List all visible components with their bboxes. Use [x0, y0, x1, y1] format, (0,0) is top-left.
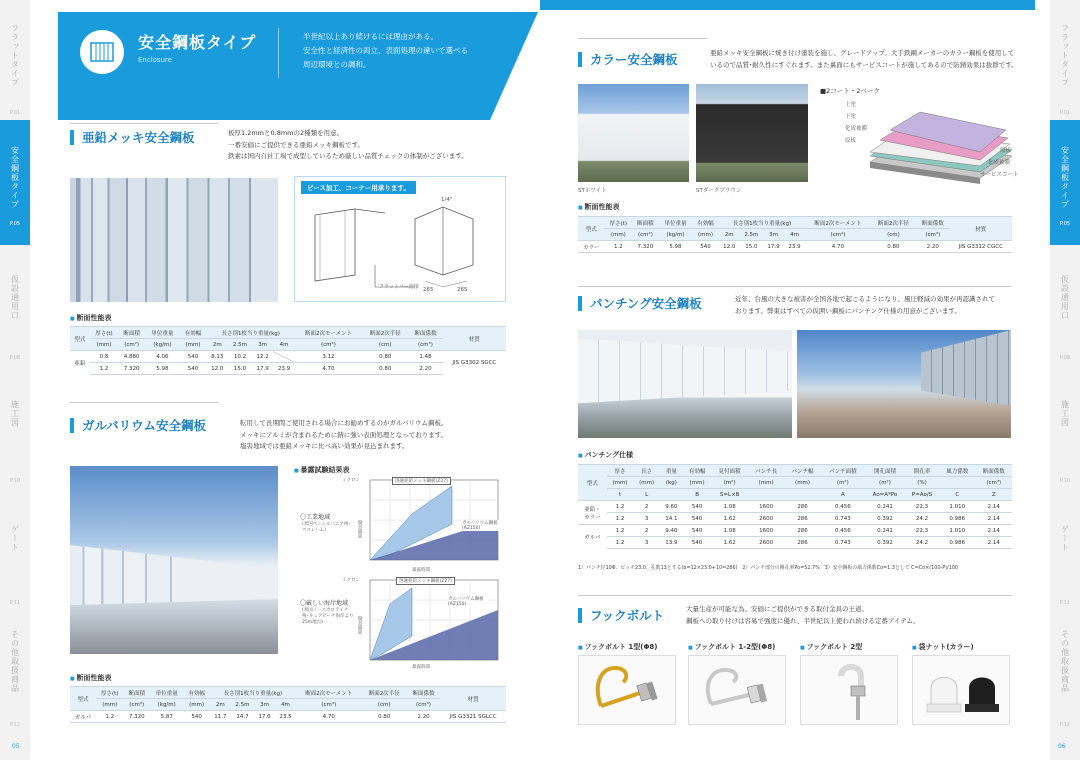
layer-topcoat: 上塗 — [845, 102, 857, 108]
punching-table-title: ■ パンチング仕様 — [578, 450, 633, 460]
color-photo-brown — [696, 84, 808, 182]
color-text: 亜鉛メッキ安全鋼板に焼き付け塗装を施し、グレードアップ。大手鉄鋼メーカーのカラー鋼板を使用して いるので品質･耐久性にすぐれます。また裏面にもサービスコートが施してあるので防錆効果は抜群です。 — [710, 49, 1018, 69]
galva-photo — [70, 466, 278, 654]
hook-product-4-label: ■ 袋ナット(カラー) — [912, 642, 974, 652]
punching-photo-1 — [578, 330, 792, 438]
divider — [578, 595, 1012, 596]
chart2-ylabel: 腐食減量 — [357, 616, 362, 634]
side-page-no: P.01 — [1059, 110, 1071, 116]
side-tab-drawing[interactable]: 施工図 — [1060, 400, 1070, 427]
side-page-no: P.12 — [1059, 722, 1071, 728]
side-page-no: P.05 — [9, 221, 21, 227]
color-photo2-caption: STダークブラウン — [696, 188, 742, 194]
zinc-diagram-box — [294, 176, 506, 302]
galva-title: ガルバリウム安全鋼板 — [70, 418, 206, 433]
hook-title: フックボルト — [578, 608, 664, 623]
chart1-legend: 〇工業地域 — [300, 514, 331, 521]
side-page-no: P.08 — [1059, 355, 1071, 361]
punching-text: 近年、台風の大きな被害が全国各地で起こるようになり、風圧軽減の効果が再認識されて おります。弊東はすべての仮囲い鋼板にパンチング仕様の用意がございます。 — [735, 295, 995, 315]
punching-title: パンチング安全鋼板 — [578, 296, 702, 311]
exposure-chart-coastal — [352, 574, 506, 670]
layer-service-coat: サービスコート — [980, 172, 1019, 178]
table-row: 亜鉛・ カラー 1.2 2 9.60 540 1.08 1600 286 0.456 0.241 22.3 1.010 2.14 — [578, 501, 1012, 513]
divider — [578, 38, 708, 39]
side-tab-other[interactable]: その他取扱商品 — [10, 630, 20, 693]
galva-chart-title: ■ 暴露試験結果表 — [294, 465, 349, 475]
chart1-label-a: 溶融亜鉛メッキ鋼板(Z27) — [392, 477, 451, 485]
galva-table-title: ■ 断面性能表 — [70, 673, 111, 683]
punching-photo-2 — [797, 330, 1011, 438]
side-tab-safety[interactable]: 安全鋼板タイプ P.05 — [1050, 120, 1080, 245]
diagram-caption: フラットバー溶接 — [379, 284, 419, 290]
page-number-right: 06 — [1058, 743, 1066, 750]
chart2-note: (米国ノースカロライナ州･キュアビーチ海岸より25m地点) — [302, 608, 354, 625]
color-photo-white — [578, 84, 689, 182]
layer-undercoat: 下塗 — [845, 114, 857, 120]
table-row: 1.2 3 14.1 540 1.62 2600 286 0.743 0.392 24.2 0.986 2.14 — [578, 513, 1012, 525]
punching-note: 1）パンチ径10Φ、ピッチ23.0、孔数13とする(b=12×23.0+10=286) 2）パンチ部分の開孔率Po=52.7% 3）安全鋼板の風力係数Co=1.3として C=Co×(100-P)/100 — [578, 565, 959, 571]
color-spec-table: 型式 厚さ(t) 断面積 単位重量 有効幅 長さ別1枚当り重量(kg) 断面2次モーメント 断面2次半径 断面係数 材質 (mm) (cm²) (kg/m) (mm) 2m 2.5m 3m 4m (cm⁴) (cm) (cm³) カラー 1.2 7.320 5.98 540 12.0 15.0 17.9 23.9 4.70 0.80 2.20 JIS G3312 CGCC — [578, 216, 1012, 253]
side-tab-drawing[interactable]: 施工図 — [10, 400, 20, 427]
side-tab-safety[interactable]: 安全鋼板タイプ P.05 — [0, 120, 30, 245]
hook-bolt-1-2-image — [688, 655, 786, 725]
chart2-label-b: ガルバリウム鋼板 (AZ150) — [448, 596, 488, 607]
panel-icon — [80, 30, 124, 74]
side-page-no: P.10 — [1059, 478, 1071, 484]
color-title: カラー安全鋼板 — [578, 52, 678, 67]
chart1-label-b: ガルバリウム鋼板 (AZ150) — [462, 520, 502, 531]
table-row: カラー 1.2 7.320 5.98 540 12.0 15.0 17.9 23.9 4.70 0.80 2.20 JIS G3312 CGCC — [578, 241, 1012, 253]
table-row: 亜鉛 0.8 4.880 4.06 540 8.13 10.2 12.2 3.12 0.80 1.48 JIS G3302 SGCC — [70, 351, 506, 363]
color-table-title: ■ 断面性能表 — [578, 202, 619, 212]
diagram-dim-a: 265 — [423, 287, 434, 293]
side-tab-door[interactable]: 仮設通用口 — [1060, 275, 1070, 320]
table-row: 1.2 7.320 5.98 540 12.0 15.0 17.9 23.9 4.70 0.80 2.20 — [70, 363, 506, 375]
side-page-no: P.01 — [9, 110, 21, 116]
side-tab-door[interactable]: 仮設通用口 — [10, 275, 20, 320]
side-nav-right — [1050, 0, 1080, 760]
divider — [578, 286, 1012, 287]
side-tab-gate[interactable]: ゲート — [10, 525, 20, 552]
galva-text: 転用して長期間ご使用される場合にお勧めするのがガルバリウム鋼板。 メッキにアルミが含まれるために錆に強い表面処理となっております。 塩害地域では亜鉛メッキに比べ高い効果が見込まれます。 — [240, 419, 448, 450]
hook-product-3-label: ■ フックボルト 2型 — [800, 642, 862, 652]
hook-bolt-1-image — [578, 655, 676, 725]
side-tab-other[interactable]: その他取扱商品 — [1060, 630, 1070, 693]
side-page-no: P.08 — [9, 355, 21, 361]
chart2-label-a: 溶融亜鉛メッキ鋼板(Z27) — [396, 577, 455, 585]
table-row: ガルバ 1.2 2 9.40 540 1.08 1600 286 0.456 0.241 22.3 1.010 2.14 — [578, 525, 1012, 537]
zinc-spec-table: 型式 厚さ(t) 断面積 単位重量 有効幅 長さ別1枚当り重量(kg) 断面2次モーメント 断面2次半径 断面係数 材質 (mm) (cm²) (kg/m) (mm) 2m 2.5m 3m 4m (cm⁴) (cm) (cm³) 亜鉛 0.8 4.880 4.06 540 8.13 10.2 12.2 3.12 0.80 1.48 JIS G3302 SGCC 1.2 7.320 5.98 540 12.0 15.0 17.9 23.9 4.70 0.80 2.20 — [70, 326, 506, 375]
header-top-strip — [540, 0, 1035, 10]
layer-base-r: 原板 — [1000, 148, 1012, 154]
zinc-table-title: ■ 断面性能表 — [70, 313, 111, 323]
header-divider — [278, 28, 279, 78]
chart2-unit: ミクロン — [342, 578, 360, 583]
side-page-no: P.11 — [9, 600, 21, 606]
table-row: ガルバ 1.2 7.320 5.87 540 11.7 14.7 17.6 23.5 4.70 0.80 2.20 JIS G3321 SGLCC — [70, 711, 506, 723]
chart1-unit: ミクロン — [342, 478, 360, 483]
chart1-note: (米国ペンシルバニア州･ベスレハム) — [302, 522, 351, 533]
side-page-no: P.11 — [1059, 600, 1071, 606]
zinc-title: 亜鉛メッキ安全鋼板 — [70, 130, 195, 145]
divider — [70, 402, 218, 403]
side-tab-flat[interactable]: フラットタイプ — [10, 24, 20, 87]
chart2-legend: 〇厳しい海岸地域 — [300, 600, 349, 607]
diagram-dim-top: 1/4" — [441, 197, 453, 203]
side-page-no: P.10 — [9, 478, 21, 484]
layer-conversion: 化成被膜 — [845, 126, 868, 132]
side-page-no: P.12 — [9, 722, 21, 728]
color-photo1-caption: STホワイト — [578, 188, 607, 194]
header-description: 半世紀以上あり続けるには理由がある。 安全性と経済性の両立、表面処理の違いで選べる 周辺環境との調和。 — [303, 32, 468, 69]
layer-conversion-r: 化成被膜 — [988, 160, 1011, 166]
page-title: 安全鋼板タイプ — [138, 33, 257, 52]
side-tab-flat[interactable]: フラットタイプ — [1060, 24, 1070, 87]
hook-bolt-2-image — [800, 655, 898, 725]
chart2-xlabel: 暴露時間 — [412, 665, 430, 670]
zinc-photo — [70, 178, 278, 302]
cap-nut-image — [912, 655, 1010, 725]
layers-title: ■2コート・2ベーク — [820, 87, 880, 95]
side-tab-gate[interactable]: ゲート — [1060, 525, 1070, 552]
hook-product-2-label: ■ フックボルト 1-2型(Φ8) — [688, 642, 775, 652]
table-row: 1.2 3 13.9 540 1.62 2600 286 0.743 0.392 24.2 0.986 2.14 — [578, 537, 1012, 549]
side-page-no: P.05 — [1059, 221, 1071, 227]
hook-product-1-label: ■ フックボルト 1型(Φ8) — [578, 642, 658, 652]
page-number-left: 05 — [12, 743, 20, 750]
galva-spec-table: 型式 厚さ(t) 断面積 単位重量 有効幅 長さ別1枚当り重量(kg) 断面2次モーメント 断面2次半径 断面係数 材質 (mm) (cm²) (kg/m) (mm) 2m 2.5m 3m 4m (cm⁴) (cm) (cm³) ガルバ 1.2 7.320 5.87 540 11.7 14.7 17.6 23.5 4.70 0.80 2.20 JIS G3321 SGLCC — [70, 686, 506, 723]
diagram-dim-b: 265 — [457, 287, 468, 293]
divider — [70, 123, 218, 124]
zinc-text: 板厚1.2mmと0.8mmの2種類を用意。 一番安価にご提供できる亜鉛メッキ鋼板です。 鉄素は国内自社工場で成型しているため厳しい品質チェックの体制がございます。 — [228, 129, 468, 160]
chart1-xlabel: 暴露時間 — [412, 568, 430, 573]
side-nav-left — [0, 0, 30, 760]
zinc-diagram-title: ピース加工、コーナー用承ります。 — [301, 181, 416, 194]
hook-text: 大量生産が可能な為、安価にご提供ができる取付金具の王道。 鋼板への取り付けは容易で強度に優れ、半世紀以上使われ続ける定番アイテム。 — [686, 605, 920, 625]
page-subtitle: Enclosure — [138, 56, 173, 64]
chart1-ylabel: 腐食減量 — [357, 520, 362, 538]
layer-base: 原板 — [845, 138, 857, 144]
punching-spec-table: 型式 厚さ 長さ 重量 有効幅 見付面積 パンチ長 パンチ幅 パンチ面積 開孔面積 開孔率 風力係数 断面係数 (mm) (mm) (kg) (mm) (m²) (mm) (mm) (m²) (m²) (%) (cm³) t L B S=L×B A Ao=A*Po P=Ao/S C Z 亜鉛・ カラー 1.2 2 9.60 540 1.08 1600 286 0.456 0.241 22.3 1.010 2.14 1.2 3 14.1 540 1.62 2600 286 0.743 0.392 24.2 0.986 2.14 ガルバ 1.2 2 9.40 540 1.08 1600 286 0.456 0.241 22.3 1.010 2.14 1.2 3 13.9 540 1.62 2600 286 0.743 0.392 24.2 0.986 2.14 — [578, 464, 1012, 549]
